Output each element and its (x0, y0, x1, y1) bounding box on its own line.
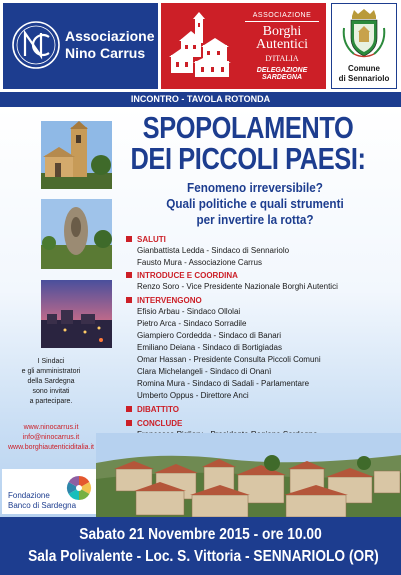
village-landscape-photo (96, 433, 401, 517)
invitation-line5: a partecipare. (29, 398, 73, 405)
section-heading: CONCLUDE (137, 419, 183, 428)
sponsor-logo-icon (66, 475, 92, 501)
program-item: Giampiero Cordedda - Sindaco di Banari (137, 331, 282, 340)
program-item: Emiliano Deiana - Sindaco di Bortigiadas (137, 343, 282, 352)
program-item: Clara Michelangeli - Sindaco di Onanì (137, 367, 272, 376)
borghi-autentici-logo-block (161, 3, 326, 89)
comune-label-line1: Comune (348, 64, 380, 73)
nc-monogram-icon (11, 20, 61, 70)
sponsor-block (2, 469, 96, 514)
event-type-banner: INCONTRO - TAVOLA ROTONDA (0, 92, 401, 107)
program-item: Gianbattista Ledda - Sindaco di Sennariolo (137, 246, 290, 255)
section-conclude (126, 419, 182, 428)
subtitle-line1: Fenomeno irreversibile? (187, 180, 323, 195)
title-line2: DEI PICCOLI PAESI: (130, 141, 366, 176)
section-heading: INTERVENGONO (137, 296, 202, 305)
bullet-square-icon (126, 236, 132, 242)
borghi-association-label: ASSOCIAZIONE (252, 12, 312, 19)
event-date-time: Sabato 21 Novembre 2015 - ore 10.00 (79, 526, 322, 543)
section-intervengono (126, 296, 202, 305)
section-saluti (126, 235, 166, 244)
invitation-line1: I Sindaci (37, 358, 65, 365)
borghi-country: D'ITALIA (265, 54, 299, 63)
email-link[interactable]: info@ninocarrus.it (22, 434, 80, 441)
village-illustration-icon (165, 11, 235, 83)
bullet-square-icon (126, 420, 132, 426)
association-name-line1: Associazione (65, 28, 155, 44)
sponsor-line2: Banco di Sardegna (8, 501, 77, 510)
subtitle-line2: Quali politiche e quali strumenti (166, 196, 344, 211)
church-tower-photo (41, 121, 112, 189)
program-item: Renzo Soro - Vice Presidente Nazionale Borghi Autentici (137, 282, 338, 291)
borghi-delegation: DELEGAZIONE SARDEGNA (256, 67, 308, 81)
section-heading: SALUTI (137, 235, 166, 244)
village-sunset-photo (41, 280, 112, 348)
section-heading: INTRODUCE E COORDINA (137, 271, 238, 280)
program-item: Efisio Arbau - Sindaco Ollolai (137, 307, 241, 316)
title-line1: SPOPOLAMENTO (142, 110, 354, 145)
program-item: Romina Mura - Sindaco di Sadali - Parlamentare (137, 379, 310, 388)
nino-carrus-logo-block (3, 3, 158, 89)
event-details-footer (0, 517, 401, 575)
subtitle-line3: per invertire la rotta? (196, 212, 314, 227)
menhir-stone-photo (41, 199, 112, 269)
sponsor-line1: Fondazione (8, 491, 50, 500)
section-heading: DIBATTITO (137, 405, 179, 414)
program-item: Omar Hassan - Presidente Consulta Piccoli Comuni (137, 355, 321, 364)
section-dibattito (126, 405, 179, 414)
municipal-crest-icon (340, 8, 388, 60)
divider (245, 21, 319, 22)
bullet-square-icon (126, 297, 132, 303)
invitation-line2: e gli amministratori (21, 368, 81, 375)
association-name-line2: Nino Carrus (65, 45, 146, 61)
program-item: Umberto Oppus - Direttore Anci (137, 391, 249, 400)
website-link[interactable]: www.borghiautenticiditalia.it (8, 444, 94, 451)
comune-crest-block (331, 3, 397, 89)
event-location: Sala Polivalente - Loc. S. Vittoria - SENNARIOLO (OR) (28, 548, 379, 565)
comune-label-line2: di Sennariolo (338, 74, 390, 83)
invitation-line4: sono invitati (32, 388, 70, 395)
invitation-line3: della Sardegna (27, 378, 75, 385)
website-link[interactable]: www.ninocarrus.it (23, 424, 79, 431)
program-item: Fausto Mura - Associazione Carrus (137, 258, 262, 267)
bullet-square-icon (126, 272, 132, 278)
bullet-square-icon (126, 406, 132, 412)
section-introduce (126, 271, 238, 280)
program-item: Pietro Arca - Sindaco Sorradile (137, 319, 247, 328)
borghi-name: Borghi Autentici (255, 24, 309, 52)
